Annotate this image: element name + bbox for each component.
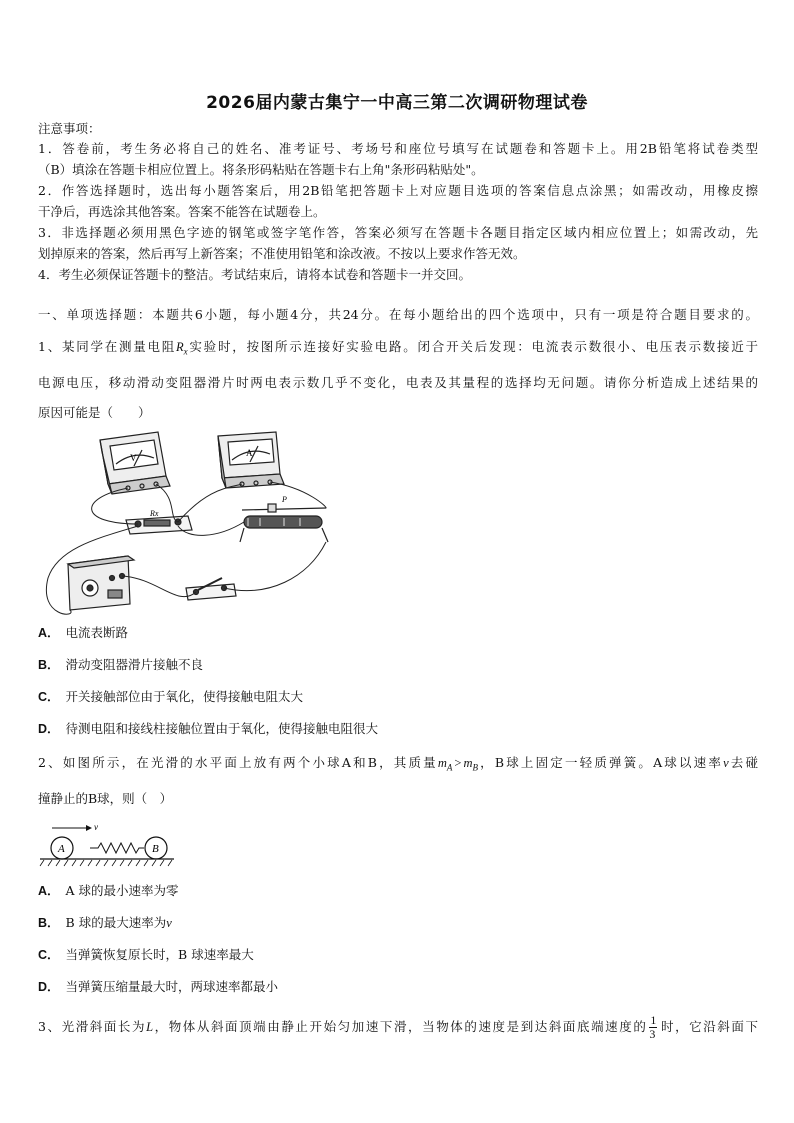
page-title: 2026届内蒙古集宁一中高三第二次调研物理试卷 [206,93,588,113]
ammeter [218,432,284,488]
power-supply [68,556,134,610]
ball-a-label: A [58,843,65,855]
q2-line-2: 撞静止的B球，则（ ） [38,791,173,806]
rheostat-label: P [282,495,287,504]
notice-line-6: 划掉原来的答案，然后再写上新答案；不准使用铅笔和涂改液。不按以上要求作答无效。 [38,246,526,261]
notice-line-4: 干净后，再选涂其他答案。答案不能答在试题卷上。 [38,204,326,219]
voltmeter-label: V [130,453,137,463]
notice-line-7: 4．考生必须保证答题卡的整洁。考试结束后，请将本试卷和答题卡一并交回。 [38,267,471,282]
q1-option-b[interactable]: B． 滑动变阻器滑片接触不良 [38,657,204,672]
q2-collision-figure [38,818,178,870]
ammeter-label: A [246,448,253,458]
rheostat [240,504,328,542]
q1-line-3: 原因可能是（ ） [38,405,151,420]
q1-option-c[interactable]: C． 开关接触部位由于氧化，使得接触电阻太大 [38,689,304,704]
notice-line-1: 1．答卷前，考生务必将自己的姓名、准考证号、考场号和座位号填写在试题卷和答题卡上。用2B铅笔将试卷类型 [38,141,758,156]
ball-b-label: B [152,843,159,855]
q1-line-1: 1、某同学在测量电阻$R_x$实验时，按图所示连接好实验电路。闭合开关后发现：电流表示数很小、电压表示数接近于 [38,339,758,357]
voltmeter [100,432,170,494]
rx-resistor [126,516,192,534]
q3-line-1: 3、光滑斜面长为L，物体从斜面顶端由静止开始匀加速下滑，当物体的速度是到达斜面底端速度的 $\frac{1}{3}$ 时，它沿斜面下 [38,1014,758,1041]
rx-label: Rx [150,509,159,518]
section-heading: 一、单项选择题：本题共6小题，每小题4分，共24分。在每小题给出的四个选项中，只有一项是符合题目要求的。 [38,307,758,322]
q2-option-b[interactable]: B． B 球的最大速率为v [38,915,172,930]
q2-option-a[interactable]: A． A 球的最小速率为零 [38,883,179,898]
velocity-label: v [94,822,98,832]
notice-line-5: 3．非选择题必须用黑色字迹的钢笔或签字笔作答，答案必须写在答题卡各题目指定区域内相应位置上；如需改动，先 [38,225,758,240]
q1-option-a[interactable]: A． 电流表断路 [38,625,129,640]
q2-option-d[interactable]: D． 当弹簧压缩量最大时，两球速率都最小 [38,979,279,994]
q3-fraction: $\frac{1}{3}$ [649,1014,657,1041]
q1-option-d[interactable]: D． 待测电阻和接线柱接触位置由于氧化，使得接触电阻很大 [38,721,379,736]
q1-rx-var: R [176,340,184,354]
notice-line-2: （B）填涂在答题卡相应位置上。将条形码粘贴在答题卡右上角"条形码粘贴处"。 [38,162,484,177]
q2-line-1: 2、如图所示，在光滑的水平面上放有两个小球A和B，其质量$m_A > m_B$，B球上固定一轻质弹簧。A球以速率v去碰 [38,755,758,773]
notice-line-3: 2．作答选择题时，选出每小题答案后，用2B铅笔把答题卡上对应题目选项的答案信息点涂黑；如需改动，用橡皮擦 [38,183,758,198]
q2-option-c[interactable]: C． 当弹簧恢复原长时，B 球速率最大 [38,947,254,962]
notice-heading: 注意事项： [38,121,101,136]
spring [90,843,144,853]
q1-line-2: 电源电压，移动滑动变阻器滑片时两电表示数几乎不变化，电表及其量程的选择均无问题。请你分析造成上述结果的 [38,375,758,390]
q1-circuit-figure [38,428,358,618]
